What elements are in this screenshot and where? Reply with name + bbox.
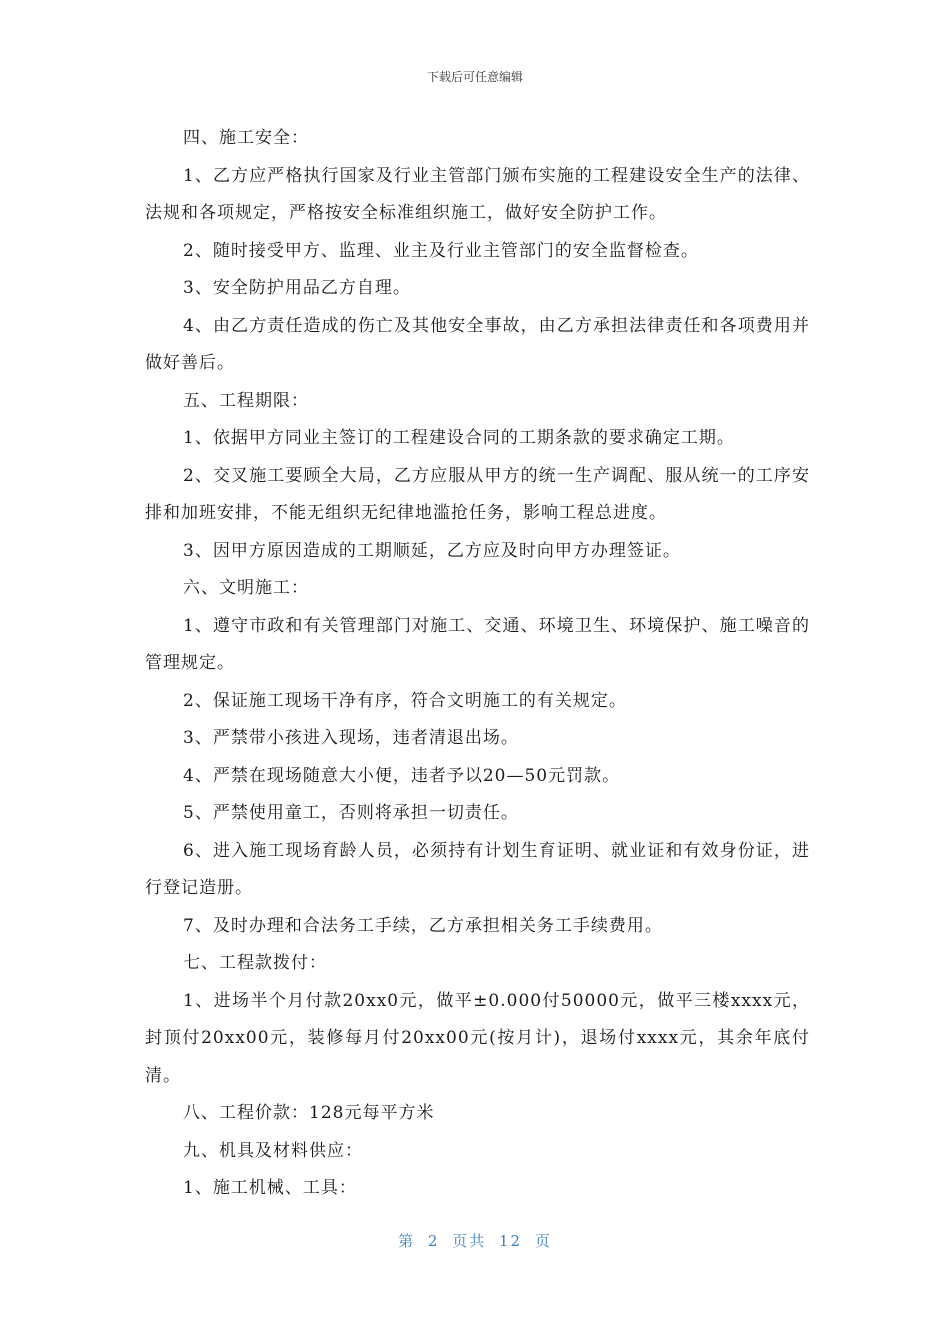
paragraph: 四、施工安全： (183, 128, 309, 148)
paragraph: 3、严禁带小孩进入现场，违者清退出场。 (183, 728, 519, 748)
paragraph: 八、工程价款：128元每平方米 (183, 1103, 435, 1123)
page-footer (0, 1230, 950, 1251)
paragraph: 九、机具及材料供应： (183, 1140, 363, 1161)
paragraph: 6、进入施工现场育龄人员，必须持有计划生育证明、就业证和有效身份证，进行登记造册。 (145, 840, 810, 898)
paragraph: 7、及时办理和合法务工手续，乙方承担相关务工手续费用。 (183, 915, 663, 936)
paragraph: 4、严禁在现场随意大小便，违者予以20—50元罚款。 (183, 765, 621, 786)
paragraph: 3、因甲方原因造成的工期顺延，乙方应及时向甲方办理签证。 (183, 540, 681, 561)
paragraph: 1、施工机械、工具： (183, 1178, 357, 1198)
paragraph: 1、依据甲方同业主签订的工程建设合同的工期条款的要求确定工期。 (183, 428, 735, 448)
paragraph: 1、遵守市政和有关管理部门对施工、交通、环境卫生、环境保护、施工噪音的管理规定。 (145, 615, 810, 673)
footer-prefix: 第 (398, 1232, 416, 1250)
footer-total-pages: 12 (499, 1232, 523, 1250)
page-header: 下载后可任意编辑 (426, 70, 523, 84)
paragraph: 2、保证施工现场干净有序，符合文明施工的有关规定。 (183, 690, 627, 711)
paragraph: 2、交叉施工要顾全大局，乙方应服从甲方的统一生产调配、服从统一的工序安排和加班安排，不能无组织无纪律地滥抢任务，影响工程总进度。 (145, 465, 810, 523)
paragraph: 1、乙方应严格执行国家及行业主管部门颁布实施的工程建设安全生产的法律、法规和各项规定，严格按安全标准组织施工，做好安全防护工作。 (145, 165, 810, 223)
paragraph: 4、由乙方责任造成的伤亡及其他安全事故，由乙方承担法律责任和各项费用并做好善后。 (145, 315, 810, 373)
footer-page-number: 2 (427, 1232, 440, 1250)
paragraph: 3、安全防护用品乙方自理。 (183, 278, 411, 298)
paragraph: 1、进场半个月付款20xx0元，做平±0.000付50000元，做平三楼xxxx元，封顶付20xx00元，装修每月付20xx00元(按月计)，退场付xxxx元，其余年底付清。 (145, 990, 810, 1086)
paragraph: 5、严禁使用童工，否则将承担一切责任。 (183, 803, 519, 823)
paragraph: 五、工程期限： (183, 390, 309, 411)
paragraph: 2、随时接受甲方、监理、业主及行业主管部门的安全监督检查。 (183, 240, 699, 261)
document-body (145, 120, 810, 1208)
footer-suffix: 页 (534, 1232, 552, 1250)
paragraph: 六、文明施工： (183, 578, 309, 598)
footer-middle: 页共 (452, 1232, 487, 1250)
paragraph: 七、工程款拨付： (183, 953, 327, 973)
